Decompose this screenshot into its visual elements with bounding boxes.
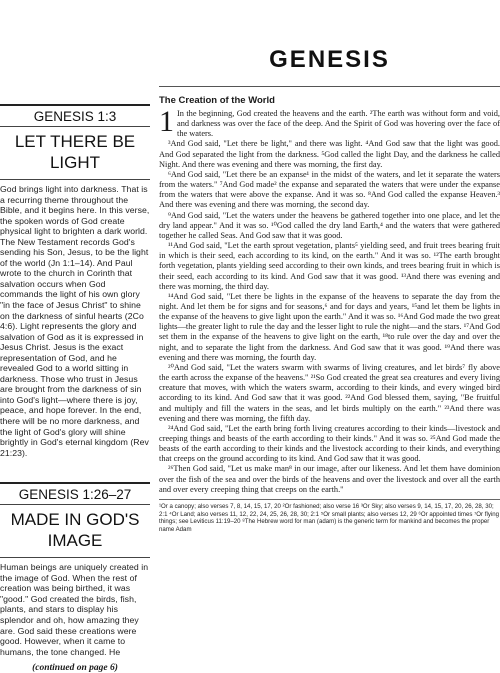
sidebar-title: MADE IN GOD'S IMAGE <box>10 510 140 551</box>
section-heading: The Creation of the World <box>159 95 275 106</box>
sidebar-ref: GENESIS 1:3 <box>0 104 150 126</box>
paragraph: ²⁰And God said, "Let the waters swarm with swarms of living creatures, and let birds⁷ fly above the earth across the expanse of the heavens." ²¹So God created the great sea creatures and every living creature that moves, with which the waters swarm, according to their kinds, and every winged bird according to its kind. And God saw that it was good. ²²And God blessed them, saying, "Be fruitful and multiply and fill the waters in the seas, and let birds multiply on the earth." ²³And there was evening and there was morning, the fifth day. <box>159 362 500 423</box>
paragraph: ²⁴And God said, "Let the earth bring forth living creatures according to their kinds—livestock and creeping things and beasts of the earth according to their kinds." And it was so. ²⁵And God made the beasts of the earth according to their kinds and the livestock according to their kinds, and everything that creeps on the ground according to its kind. And God saw that it was good. <box>159 423 500 464</box>
sidebar-box-light <box>0 104 150 458</box>
header-rule <box>159 86 500 87</box>
paragraph: ⁹And God said, "Let the waters under the heavens be gathered together into one place, and let the dry land appear." And it was so. ¹⁰God called the dry land Earth,⁴ and the waters that were gathered together he called Seas. And God saw that it was good. <box>159 210 500 240</box>
footnotes: ¹Or a canopy; also verses 7, 8, 14, 15, 17, 20 ²Or fashioned; also verse 16 ³Or Sky; also verses 9, 14, 15, 17, 20, 26, 28, 30; 2:1 ⁴Or Land; also verses 11, 12, 22, 24, 25, 26, 28, 30; 2:1 ⁵Or small plants; also verses 12, 29 ⁶Or appointed times ⁷Or flying things; see Leviticus 11:19–20 ⁸The Hebrew word for man (adam) is the generic term for mankind and becomes the proper name Adam <box>159 502 499 533</box>
sidebar <box>0 104 150 673</box>
paragraph: 1 In the beginning, God created the heavens and the earth. ²The earth was without form and void, and darkness was over the face of the deep. And the Spirit of God was hovering over the face of the waters. <box>159 105 500 139</box>
paragraph: ³And God said, "Let there be light," and there was light. ⁴And God saw that the light was good. And God separated the light from the darkness. ⁵God called the light Day, and the darkness he called Night. And there was evening and there was morning, the first day. <box>159 139 500 169</box>
main-column <box>159 95 500 653</box>
paragraph: ¹¹And God said, "Let the earth sprout vegetation, plants⁵ yielding seed, and fruit trees bearing fruit in which is their seed, each according to its kind, on the earth." And it was so. ¹²The earth brought forth vegetation, plants yielding seed according to their own kinds, and trees bearing fruit in which is their seed, each according to its kind. And God saw that it was good. ¹³And there was evening and there was morning, the third day. <box>159 241 500 291</box>
sidebar-ref: GENESIS 1:26–27 <box>0 482 150 504</box>
scripture-text <box>159 105 500 495</box>
sidebar-text: Human beings are uniquely created in the image of God. When the rest of creation was being birthed, it was "good." God created the birds, fish, plants, and stars to display his splendor and oh, how amazing they are. God said these creations were good. However, when it came to humans, the tone changed. He <box>0 562 149 657</box>
paragraph: ⁶And God said, "Let there be an expanse¹ in the midst of the waters, and let it separate the waters from the waters." ⁷And God made² the expanse and separated the waters that were under the expanse from the waters that were above the expanse. And it was so. ⁸And God called the expanse Heaven.³ And there was evening and there was morning, the second day. <box>159 169 500 210</box>
continued-note: (continued on page 6) <box>32 663 118 673</box>
sidebar-title: LET THERE BE LIGHT <box>14 132 136 172</box>
sidebar-text: God brings light into darkness. That is a recurring theme throughout the Bible, and it begins here. In this verse, the spoken words of God create physical light to brighten a dark world. The New Testament records God's sending his Son, Jesus, to be the light of the world (Jn 1:1–14). And Paul wrote to the church in Corinth that salvation occurs when God commands the light of his own glory "in the face of Jesus Christ" to shine on the darkness of sinful hearts (2Co 4:6). Light represents the glory and salvation of God as it is expressed in Jesus Christ. Jesus is the exact representation of God, and he revealed God to a world sitting in darkness. Those who trust in Jesus are brought from the darkness of sin into God's light—where there is joy, peace, and hope forever. In the end, there will be no more darkness, and the light of God's glory will shine brightly in God's eternal kingdom (Rev 21:23). <box>0 184 150 458</box>
sidebar-box-image <box>0 482 150 673</box>
book-title: GENESIS <box>269 46 390 73</box>
paragraph: ²⁶Then God said, "Let us make man⁸ in our image, after our likeness. And let them have dominion over the fish of the sea and over the birds of the heavens and over the livestock and over all the earth and over every creeping thing that creeps on the earth." <box>159 464 500 494</box>
paragraph: ¹⁴And God said, "Let there be lights in the expanse of the heavens to separate the day from the night. And let them be for signs and for seasons,⁶ and for days and years, ¹⁵and let them be lights in the expanse of the heavens to give light upon the earth." And it was so. ¹⁶And God made the two great lights—the greater light to rule the day and the lesser light to rule the night—and the stars. ¹⁷And God set them in the expanse of the heavens to give light on the earth, ¹⁸to rule over the day and over the night, and to separate the light from the darkness. And God saw that it was good. ¹⁹And there was evening and there was morning, the fourth day. <box>159 291 500 362</box>
chapter-number: 1 <box>159 105 174 138</box>
